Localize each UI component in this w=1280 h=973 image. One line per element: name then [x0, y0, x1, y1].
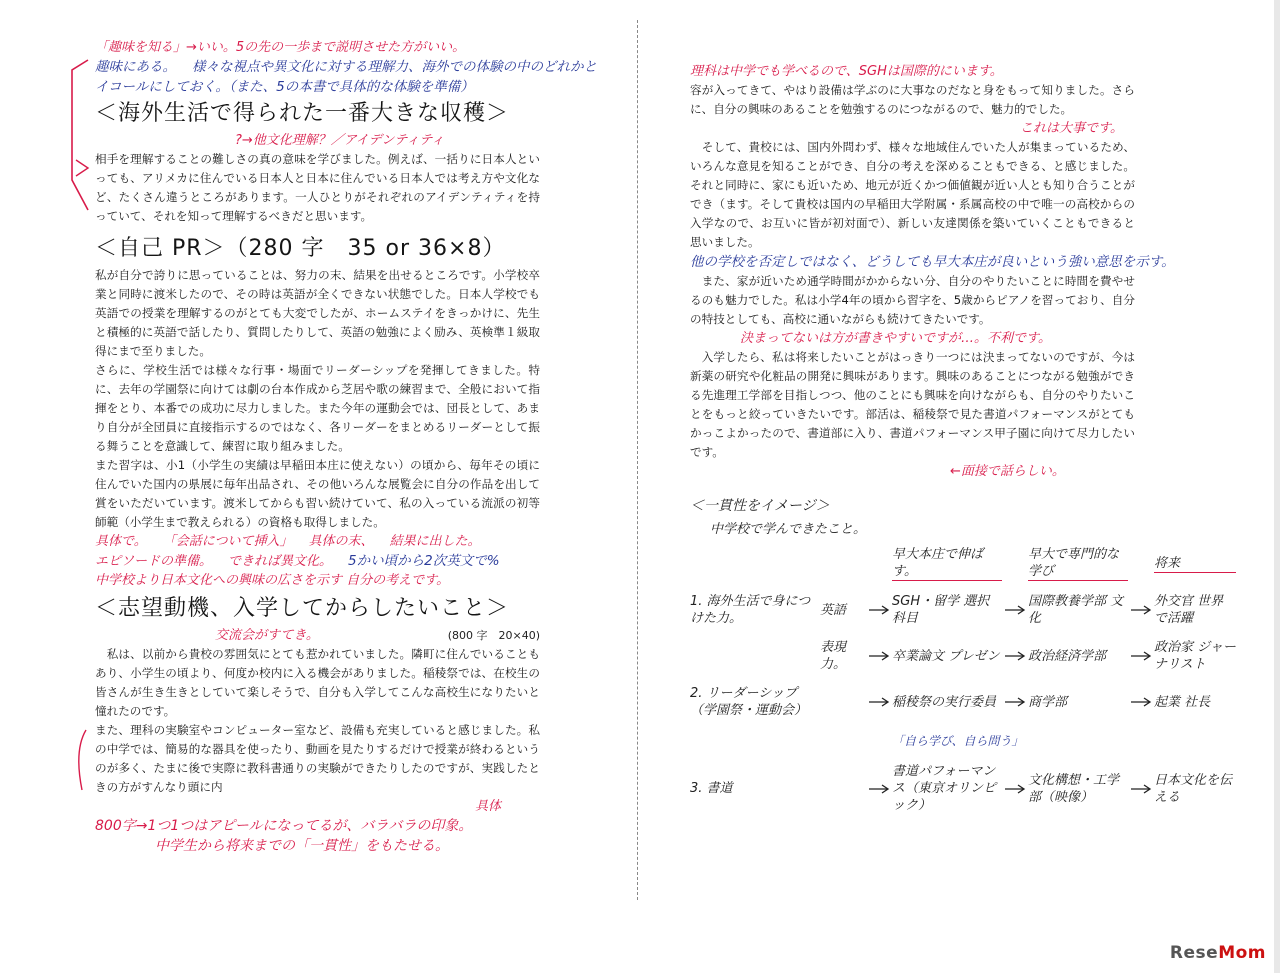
diagram-step: SGH・留学 選択科目	[892, 594, 990, 626]
paragraph: さらに、学校生活では様々な行事・場面でリーダーシップを発揮してきました。特に、去年の学園祭に向けては劇の台本作成から芝居や歌の練習まで、全般において指揮をとり、本番での成功に尽力しました。また今年の運動会では、団長として、あまり自分が全団員に直接指示するのではなく、各リーダーをまとめるリーダーとして振る舞うことを意識して、練習に取り組みました。	[95, 363, 540, 453]
annotation-red: 結果に出した。	[389, 534, 481, 549]
annotation-red: 800字→1つ1つはアピールになってるが、バラバラの印象。	[95, 818, 473, 834]
diagram-step: 卒業論文 プレゼン	[892, 648, 1000, 664]
arrow-icon	[868, 605, 890, 615]
arrow-icon	[868, 784, 890, 794]
paragraph: 容が入ってきて、やはり設備は学ぶのに大事なのだなと身をもって知りました。さらに、自分の興味のあることを勉強するのにつながるので、魅力的でした。	[690, 83, 1135, 116]
annotation-red: 具体	[475, 799, 502, 814]
diagram-blue-note: 「自ら学び、自ら問う」	[892, 734, 1024, 748]
diagram-step: 政治家 ジャーナリスト	[1154, 640, 1236, 672]
diagram-step: 文化構想・工学部（映像）	[1028, 772, 1120, 805]
annotation-red: 「会話について挿入」	[162, 534, 293, 549]
char-count-note: (800 字 20×40)	[447, 629, 540, 642]
diagram-step: 日本文化を伝える	[1154, 772, 1233, 805]
arrow-icon	[1130, 784, 1152, 794]
arrow-icon	[1130, 651, 1152, 661]
annotation-blue: 様々な視点や異文化に対する理解力、海外での体験の中のどれかと	[192, 59, 597, 75]
diagram-row-label: 3. 書道	[690, 781, 733, 796]
diagram-header-left: 中学校で学んできたこと。	[710, 522, 867, 537]
annotation-red: ←面接で話らしい。	[950, 464, 1065, 479]
diagram-step: 外交官 世界で活躍	[1154, 594, 1224, 626]
paragraph: 私が自分で誇りに思っていることは、努力の末、結果を出せるところです。小学校卒業と同時に渡米したので、その時は英語が全くできない状態でした。日本人学校でも英語での授業を理解するのがとても大変でしたが、ホームステイをきっかけに、先生と積極的に英語で話したり、質問したりして、英語の勉強によく励み、英検準１級取得にまで至りました。	[95, 268, 540, 358]
logo-text: Rese	[1169, 943, 1219, 963]
arrow-icon	[868, 697, 890, 707]
paragraph: また、理科の実験室やコンピューター室など、設備も充実していると感じました。私の中学では、簡易的な器具を使ったり、動画を見たりするだけで授業が終わるというのが多く、たまに後で実際に教科書通りの実験ができたりしたのですが、実践したときの方がすんなり頭に内	[95, 723, 540, 794]
diagram-step: 稲稜祭の実行委員	[892, 694, 997, 710]
section-body-motivation	[95, 645, 540, 797]
diagram-row-label: 2. リーダーシップ（学園祭・運動会）	[690, 686, 808, 718]
diagram-row-sub: 表現力。	[820, 640, 847, 672]
arrow-icon	[868, 651, 890, 661]
right-page-body	[690, 272, 1135, 329]
diagram-title: ＜一貫性をイメージ＞	[690, 498, 830, 514]
annotation-row	[95, 532, 605, 571]
paragraph: 入学したら、私は将来したいことがはっきり一つには決まってないのですが、今は新薬の研究や化粧品の開発に興味があります。興味のあることにつながる勉強ができる先進理工学部を目指しつつ、他のことにも興味を向けながらも、自分のやりたいことをもっと絞っていきたいです。部活は、稲稜祭で見た書道パフォーマンスがとてもかっこよかったので、書道部に入り、書道パフォーマンス甲子園に向けて尽力したいです。	[690, 350, 1135, 459]
section-body-self-pr	[95, 266, 540, 532]
paragraph: そして、貴校には、国内外問わず、様々な地域住んでいた人が集まっているため、いろんな意見を知ることができ、自分の考えを深めることもできる、と感じました。それと同時に、家にも近いため、地元が近くかつ価値観が近い人とも知り合うことができ（ます。そして貴校は国内の早稲田大学附属・系属高校の中で唯一の高校からの入学なので、お互いに皆が初対面で）、新しい友達関係を築いていくこともできると思いました。	[690, 140, 1135, 249]
diagram-step: 書道パフォーマンス（東京オリンピック）	[892, 764, 997, 813]
annotation-red: 交流会がすてき。	[215, 628, 319, 643]
section-heading-overseas: ＜海外生活で得られた一番大きな収穫＞	[95, 101, 510, 126]
annotation-red: 「趣味を知る」→いい。5の先の一歩まで説明させた方がいい。	[95, 40, 466, 55]
annotation-red: ?→他文化理解？／アイデンティティ	[235, 133, 445, 148]
annotation-red: 理科は中学でも学べるので、SGHは国際的にいます。	[690, 64, 1003, 79]
page-divider	[637, 20, 638, 900]
margin-brackets	[62, 50, 92, 890]
section-body-overseas: 相手を理解することの難しさの真の意味を学びました。例えば、一括りに日本人といっても、アリメカに住んでいる日本人と日本に住んでいる日本人では考え方や文化など、たくさん違うところがあります。一人ひとりがそれぞれのアイデンティティを持っていて、それを知って理解するべきだと思います。	[95, 152, 540, 223]
right-page	[690, 62, 1235, 814]
annotation-red: 決まってないは方が書きやすいですが…。不利です。	[740, 331, 1051, 346]
annotation-red: 中学校より日本文化への興味の広さを示す 自分の考えです。	[95, 573, 450, 588]
arrow-icon	[1004, 784, 1026, 794]
left-page	[95, 38, 605, 856]
right-page-body	[690, 348, 1135, 462]
diagram-step: 政治経済学部	[1028, 648, 1107, 664]
arrow-icon	[1004, 651, 1026, 661]
annotation-red: 中学生から将来までの「一貫性」をもたせる。	[155, 838, 449, 854]
diagram-row-sub: 英語	[820, 602, 847, 618]
right-page-body	[690, 81, 1135, 119]
right-page-body	[690, 138, 1135, 252]
paragraph: また習字は、小1（小学生の実績は早稲田本庄に使えない）の頃から、毎年その頃に住んでいた国内の県展に毎年出品され、その他いろんな展覧会に自分の作品を出して賞をいただいています。渡米してからも習い続けていて、私の入っている流派の初等師範（小学生まで教えられる）の資格も取得しました。	[95, 458, 540, 529]
arrow-icon	[1004, 605, 1026, 615]
annotation-blue: 5かい頃から2次英文で%	[348, 553, 500, 569]
resemom-logo	[1170, 943, 1266, 963]
scan-edge	[1274, 0, 1280, 973]
diagram-col-head: 早大で専門的な学び	[1028, 546, 1128, 581]
arrow-icon	[1130, 605, 1152, 615]
annotation-blue: 趣味にある。	[95, 59, 176, 75]
diagram-col-head: 早大本庄で伸ばす。	[892, 546, 1002, 581]
annotation-red: 具体で。	[95, 534, 147, 549]
annotation-red: 具体の末、	[308, 534, 374, 549]
logo-text-accent: Mom	[1218, 943, 1266, 963]
diagram-step: 国際教養学部 文化	[1028, 594, 1124, 626]
annotation-red: エピソードの準備。	[95, 554, 213, 569]
section-heading-motivation: ＜志望動機、入学してからしたいこと＞	[95, 596, 510, 621]
section-heading-self-pr: ＜自己 PR＞（280 字 35 or 36×8）	[95, 236, 506, 261]
annotation-row	[95, 626, 540, 645]
arrow-icon	[1130, 697, 1152, 707]
annotation-red: これは大事です。	[1020, 121, 1123, 136]
annotation-blue: 他の学校を否定しではなく、どうしても早大本庄が良いという強い意思を示す。	[690, 254, 1175, 270]
arrow-icon	[1004, 697, 1026, 707]
diagram-row-label: 1. 海外生活で身につけた力。	[690, 594, 811, 626]
consistency-diagram	[690, 546, 1235, 814]
paragraph: 私は、以前から貴校の雰囲気にとても惹かれていました。隣町に住んでいることもあり、小学生の頃より、何度か校内に入る機会がありました。稲稜祭では、在校生の皆さんが生き生きとしていて楽しそうで、自分も入学してこんな高校生になりたいと憧れたのです。	[95, 647, 540, 718]
annotation-row	[95, 57, 605, 97]
diagram-col-head: 将来	[1154, 555, 1236, 573]
paragraph: また、家が近いため通学時間がかからない分、自分のやりたいことに時間を費やせるのも魅力でした。私は小学4年の頃から習字を、5歳からピアノを習っており、自分の特技としても、高校に通いながらも続けてきたいです。	[690, 274, 1135, 326]
diagram-step: 商学部	[1028, 694, 1068, 710]
annotation-blue: イコールにしておく。（また、5の本書で具体的な体験を準備）	[95, 79, 474, 95]
annotation-red: できれば異文化。	[228, 554, 333, 569]
diagram-step: 起業 社長	[1154, 694, 1211, 710]
